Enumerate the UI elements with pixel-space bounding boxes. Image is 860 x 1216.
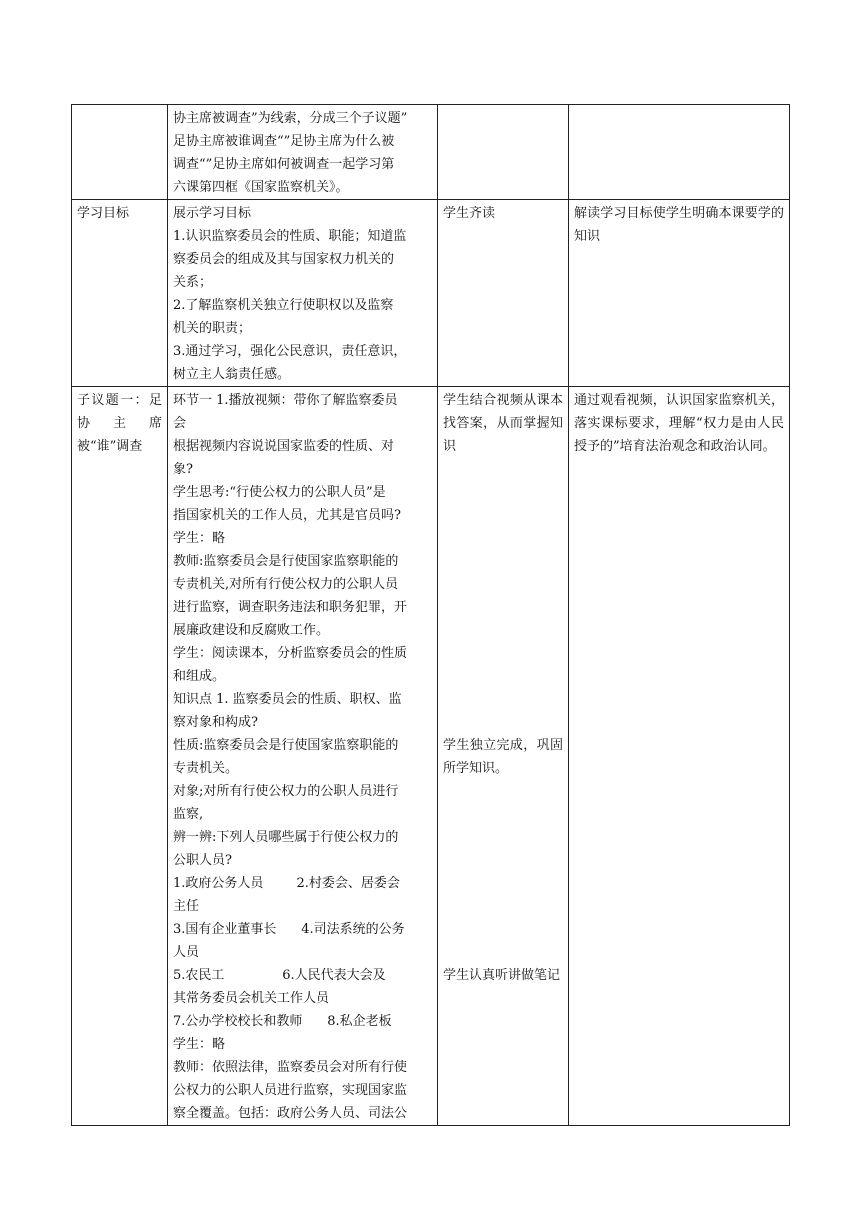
student-activity-cell: 学生齐读 (438, 200, 569, 387)
text-line: 1.认识监察委员会的性质、职能；知道监 (173, 229, 407, 244)
text-line: 根据视频内容说说国家监委的性质、对 (173, 439, 395, 454)
text-line: 树立主人翁责任感。 (173, 367, 291, 382)
stage-cell: 学习目标 (72, 200, 168, 387)
design-intent-cell (569, 105, 790, 200)
text-line: 六课第四框《国家监察机关》。 (173, 180, 349, 195)
text-line: 和组成。 (173, 669, 226, 684)
text-line: 教师：依照法律，监察委员会对所有行使 (173, 1060, 408, 1075)
text-line: 对象;对所有行使公权力的公职人员进行 (173, 784, 399, 799)
text-line: 1.政府公务人员 2.村委会、居委会 (173, 876, 400, 891)
text-line: 关系； (173, 275, 213, 290)
text-line: 学生：阅读课本，分析监察委员会的性质 (173, 646, 408, 661)
text-line: 3.国有企业董事长 4.司法系统的公务 (173, 922, 405, 937)
text-line: 环节一 1.播放视频：带你了解监察委员 (173, 393, 398, 408)
text-line: 2.了解监察机关独立行使职权以及监察 (173, 298, 394, 313)
text-line: 公职人员? (173, 853, 232, 868)
stage-cell (72, 105, 168, 200)
teacher-activity-cell (168, 387, 438, 1126)
text-line: 机关的职责； (173, 321, 252, 336)
text-line: 监察, (173, 807, 204, 822)
text-line: 协主席被调查”为线索，分成三个子议题” (173, 111, 408, 126)
text-line: 进行监察，调查职务违法和职务犯罪，开 (173, 600, 408, 615)
text-line: 性质:监察委员会是行使国家监察职能的 (173, 738, 399, 753)
text-line: 象? (173, 462, 193, 477)
lesson-plan-table (71, 104, 790, 1126)
text-line: 3.通过学习，强化公民意识，责任意识， (173, 344, 407, 359)
text-line: 会 (173, 416, 187, 431)
text-line: 察对象和构成? (173, 715, 258, 730)
student-note: 学生独立完成，巩固所学知识。 (443, 738, 563, 776)
text-line: 知识点 1. 监察委员会的性质、职权、监 (173, 692, 402, 707)
design-intent-cell: 解读学习目标使学生明确本课要学的知识 (569, 200, 790, 387)
student-activity-cell (438, 105, 569, 200)
stage-cell: 子议题一：足协主席被“谁”调查 (72, 387, 168, 1126)
text-line: 教师:监察委员会是行使国家监察职能的 (173, 554, 399, 569)
text-line: 主任 (173, 899, 200, 914)
student-note: 学生认真听讲做笔记 (443, 968, 561, 983)
table-row (72, 387, 790, 1126)
text-line: 5.农民工 6.人民代表大会及 (173, 968, 386, 983)
text-line: 学生：略 (173, 531, 226, 546)
text-line: 专责机关。 (173, 761, 239, 776)
text-line: 调查“”足协主席如何被调查一起学习第 (173, 157, 395, 172)
design-intent-cell: 通过观看视频，认识国家监察机关，落实课标要求，理解“权力是由人民授予的”培育法治观念和政治认同。 (569, 387, 790, 1126)
text-line: 展廉政建设和反腐败工作。 (173, 623, 330, 638)
text-line: 学生思考:“行使公权力的公职人员”是 (173, 485, 386, 500)
text-line: 展示学习目标 (173, 206, 252, 221)
table-row (72, 200, 790, 387)
text-line: 指国家机关的工作人员，尤其是官员吗? (173, 508, 401, 523)
text-line: 辨一辨:下列人员哪些属于行使公权力的 (173, 830, 399, 845)
text-line: 学生：略 (173, 1037, 226, 1052)
teacher-activity-cell (168, 200, 438, 387)
text-line: 足协主席被谁调查“”足协主席为什么被 (173, 134, 395, 149)
text-line: 察委员会的组成及其与国家权力机关的 (173, 252, 395, 267)
text-line: 专责机关,对所有行使公权力的公职人员 (173, 577, 399, 592)
student-note: 学生结合视频从课本找答案，从而掌握知识 (443, 393, 563, 454)
text-line: 察全覆盖。包括：政府公务人员、司法公 (173, 1106, 408, 1121)
student-activity-cell (438, 387, 569, 1126)
text-line: 人员 (173, 945, 200, 960)
text-line: 其常务委员会机关工作人员 (173, 991, 330, 1006)
text-line: 7.公办学校校长和教师 8.私企老板 (173, 1014, 392, 1029)
teacher-activity-cell (168, 105, 438, 200)
text-line: 公权力的公职人员进行监察，实现国家监 (173, 1083, 408, 1098)
table-row (72, 105, 790, 200)
